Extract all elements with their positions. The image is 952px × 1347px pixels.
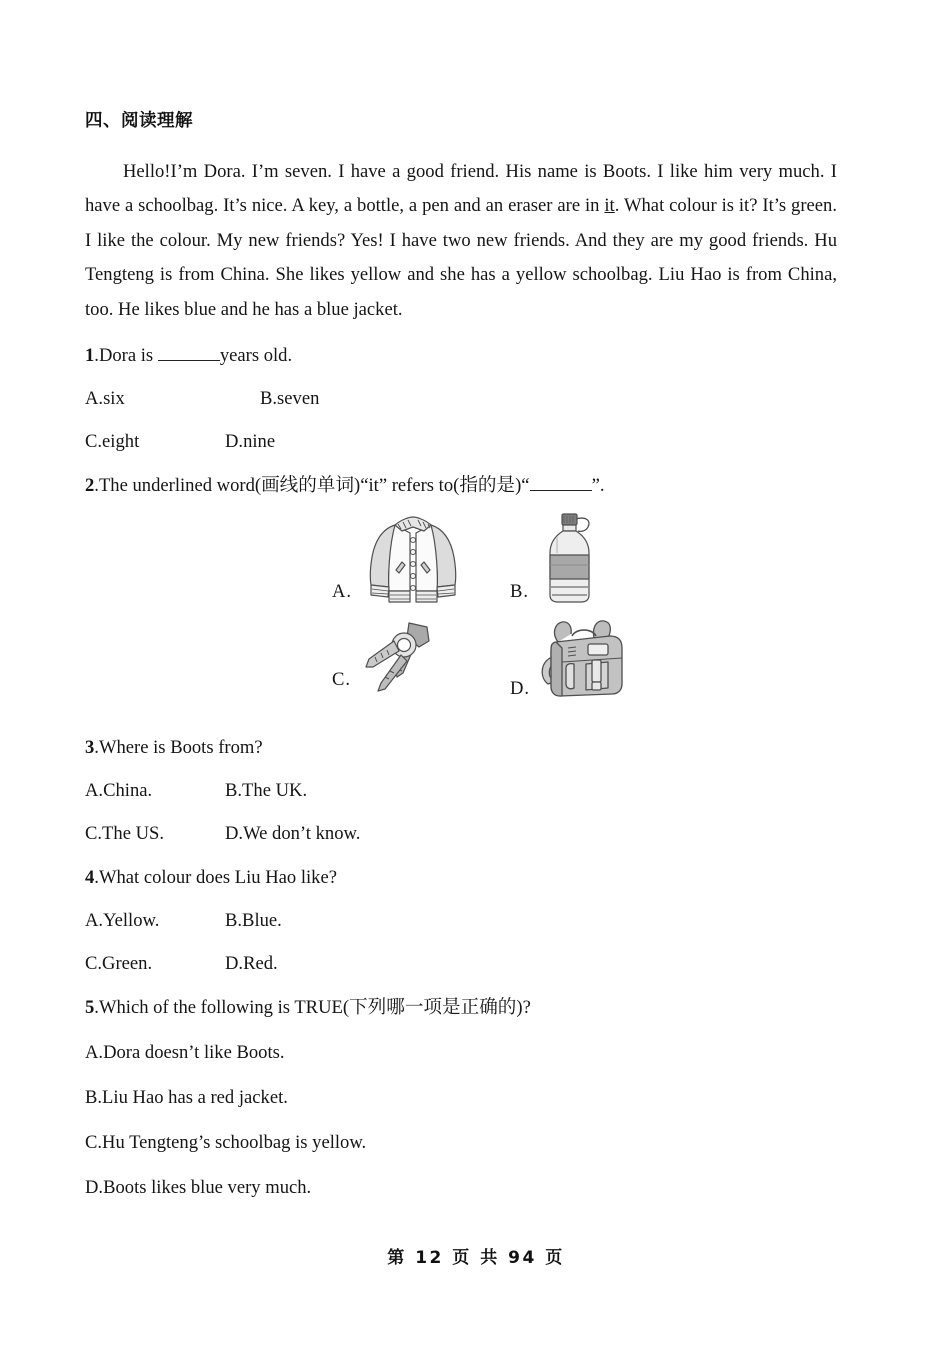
question-1: [85, 341, 837, 457]
passage-part-1: Hello!I’m Dora. I’m seven. I have a good friend. His name is Boots. I like him very much. I have a schoolbag. It’s nice. A key, a bottle, a pen and an eraser are in: [85, 160, 837, 217]
question-1-options-row-1: [85, 384, 837, 414]
option-4-d[interactable]: D.Red.: [225, 953, 278, 975]
option-1-b[interactable]: B.seven: [260, 388, 320, 410]
option-3-d[interactable]: D.We don’t know.: [225, 823, 361, 845]
picture-option-c[interactable]: [332, 615, 449, 695]
question-4-text: .What colour does Liu Hao like?: [94, 867, 337, 889]
picture-option-d-label: D.: [510, 677, 531, 699]
question-2-text-after: ”.: [591, 475, 605, 497]
question-1-options-row-2: [85, 427, 837, 457]
question-3-options-row-1: [85, 776, 837, 806]
option-3-b[interactable]: B.The UK.: [225, 780, 308, 802]
page-content: [85, 110, 837, 1203]
option-4-a[interactable]: A.Yellow.: [85, 910, 160, 932]
picture-option-b[interactable]: [510, 507, 601, 607]
question-4-number: 4: [85, 867, 95, 889]
question-3-number: 3: [85, 737, 95, 759]
option-3-a[interactable]: A.China.: [85, 780, 153, 802]
reading-passage: [85, 155, 837, 328]
page-footer: 第 12 页 共 94 页: [387, 1248, 565, 1268]
underlined-word-it: it: [604, 195, 615, 217]
question-2-picture-options: [85, 507, 837, 719]
page-title: 四、阅读理解: [85, 111, 193, 131]
question-4-stem: [85, 863, 837, 893]
option-4-b[interactable]: B.Blue.: [225, 910, 282, 932]
jacket-icon: [358, 507, 468, 607]
picture-option-a[interactable]: [332, 507, 468, 607]
option-5-b[interactable]: B.Liu Hao has a red jacket.: [85, 1087, 288, 1109]
picture-option-b-label: B.: [510, 580, 530, 602]
option-4-c[interactable]: C.Green.: [85, 953, 153, 975]
option-3-c[interactable]: C.The US.: [85, 823, 165, 845]
question-2: [85, 471, 837, 719]
bottle-icon: [535, 507, 601, 607]
option-1-c[interactable]: C.eight: [85, 431, 140, 453]
question-4-options-row-2: [85, 949, 837, 979]
schoolbag-icon: [536, 612, 632, 704]
question-1-text-before: .Dora is: [94, 345, 158, 367]
option-5-c[interactable]: C.Hu Tengteng’s schoolbag is yellow.: [85, 1132, 367, 1154]
answer-blank[interactable]: [530, 490, 592, 491]
question-4: [85, 863, 837, 979]
question-5-number: 5: [85, 997, 95, 1019]
question-3: [85, 733, 837, 849]
question-5-text: .Which of the following is TRUE(下列哪一项是正确的)?: [94, 997, 531, 1019]
option-1-d[interactable]: D.nine: [225, 431, 276, 453]
option-5-a[interactable]: A.Dora doesn’t like Boots.: [85, 1042, 285, 1064]
option-5-d[interactable]: D.Boots likes blue very much.: [85, 1177, 312, 1199]
answer-blank[interactable]: [158, 360, 220, 361]
picture-option-c-label: C.: [332, 668, 352, 690]
question-5-stem: [85, 993, 837, 1023]
question-2-text-before: .The underlined word(画线的单词)“it” refers to(指的是)“: [94, 475, 530, 497]
picture-option-a-label: A.: [332, 580, 353, 602]
option-1-a[interactable]: A.six: [85, 388, 125, 410]
question-1-text-after: years old.: [219, 345, 293, 367]
question-2-number: 2: [85, 475, 95, 497]
question-1-stem: [85, 341, 837, 371]
question-3-options-row-2: [85, 819, 837, 849]
keys-icon: [357, 615, 449, 695]
question-1-number: 1: [85, 345, 95, 367]
question-5: [85, 993, 837, 1203]
picture-option-d[interactable]: [510, 612, 632, 704]
question-4-options-row-1: [85, 906, 837, 936]
question-3-text: .Where is Boots from?: [94, 737, 263, 759]
question-2-stem: [85, 471, 837, 501]
passage-part-2: . What colour is it? It’s green. I like the colour. My new friends? Yes! I have two new friends. And they are my good friends. Hu Tengteng is from China. She likes yellow and she has a yellow schoolbag. Liu Hao is from China, too. He likes blue and he has a blue jacket.: [85, 195, 838, 320]
question-3-stem: [85, 733, 837, 763]
